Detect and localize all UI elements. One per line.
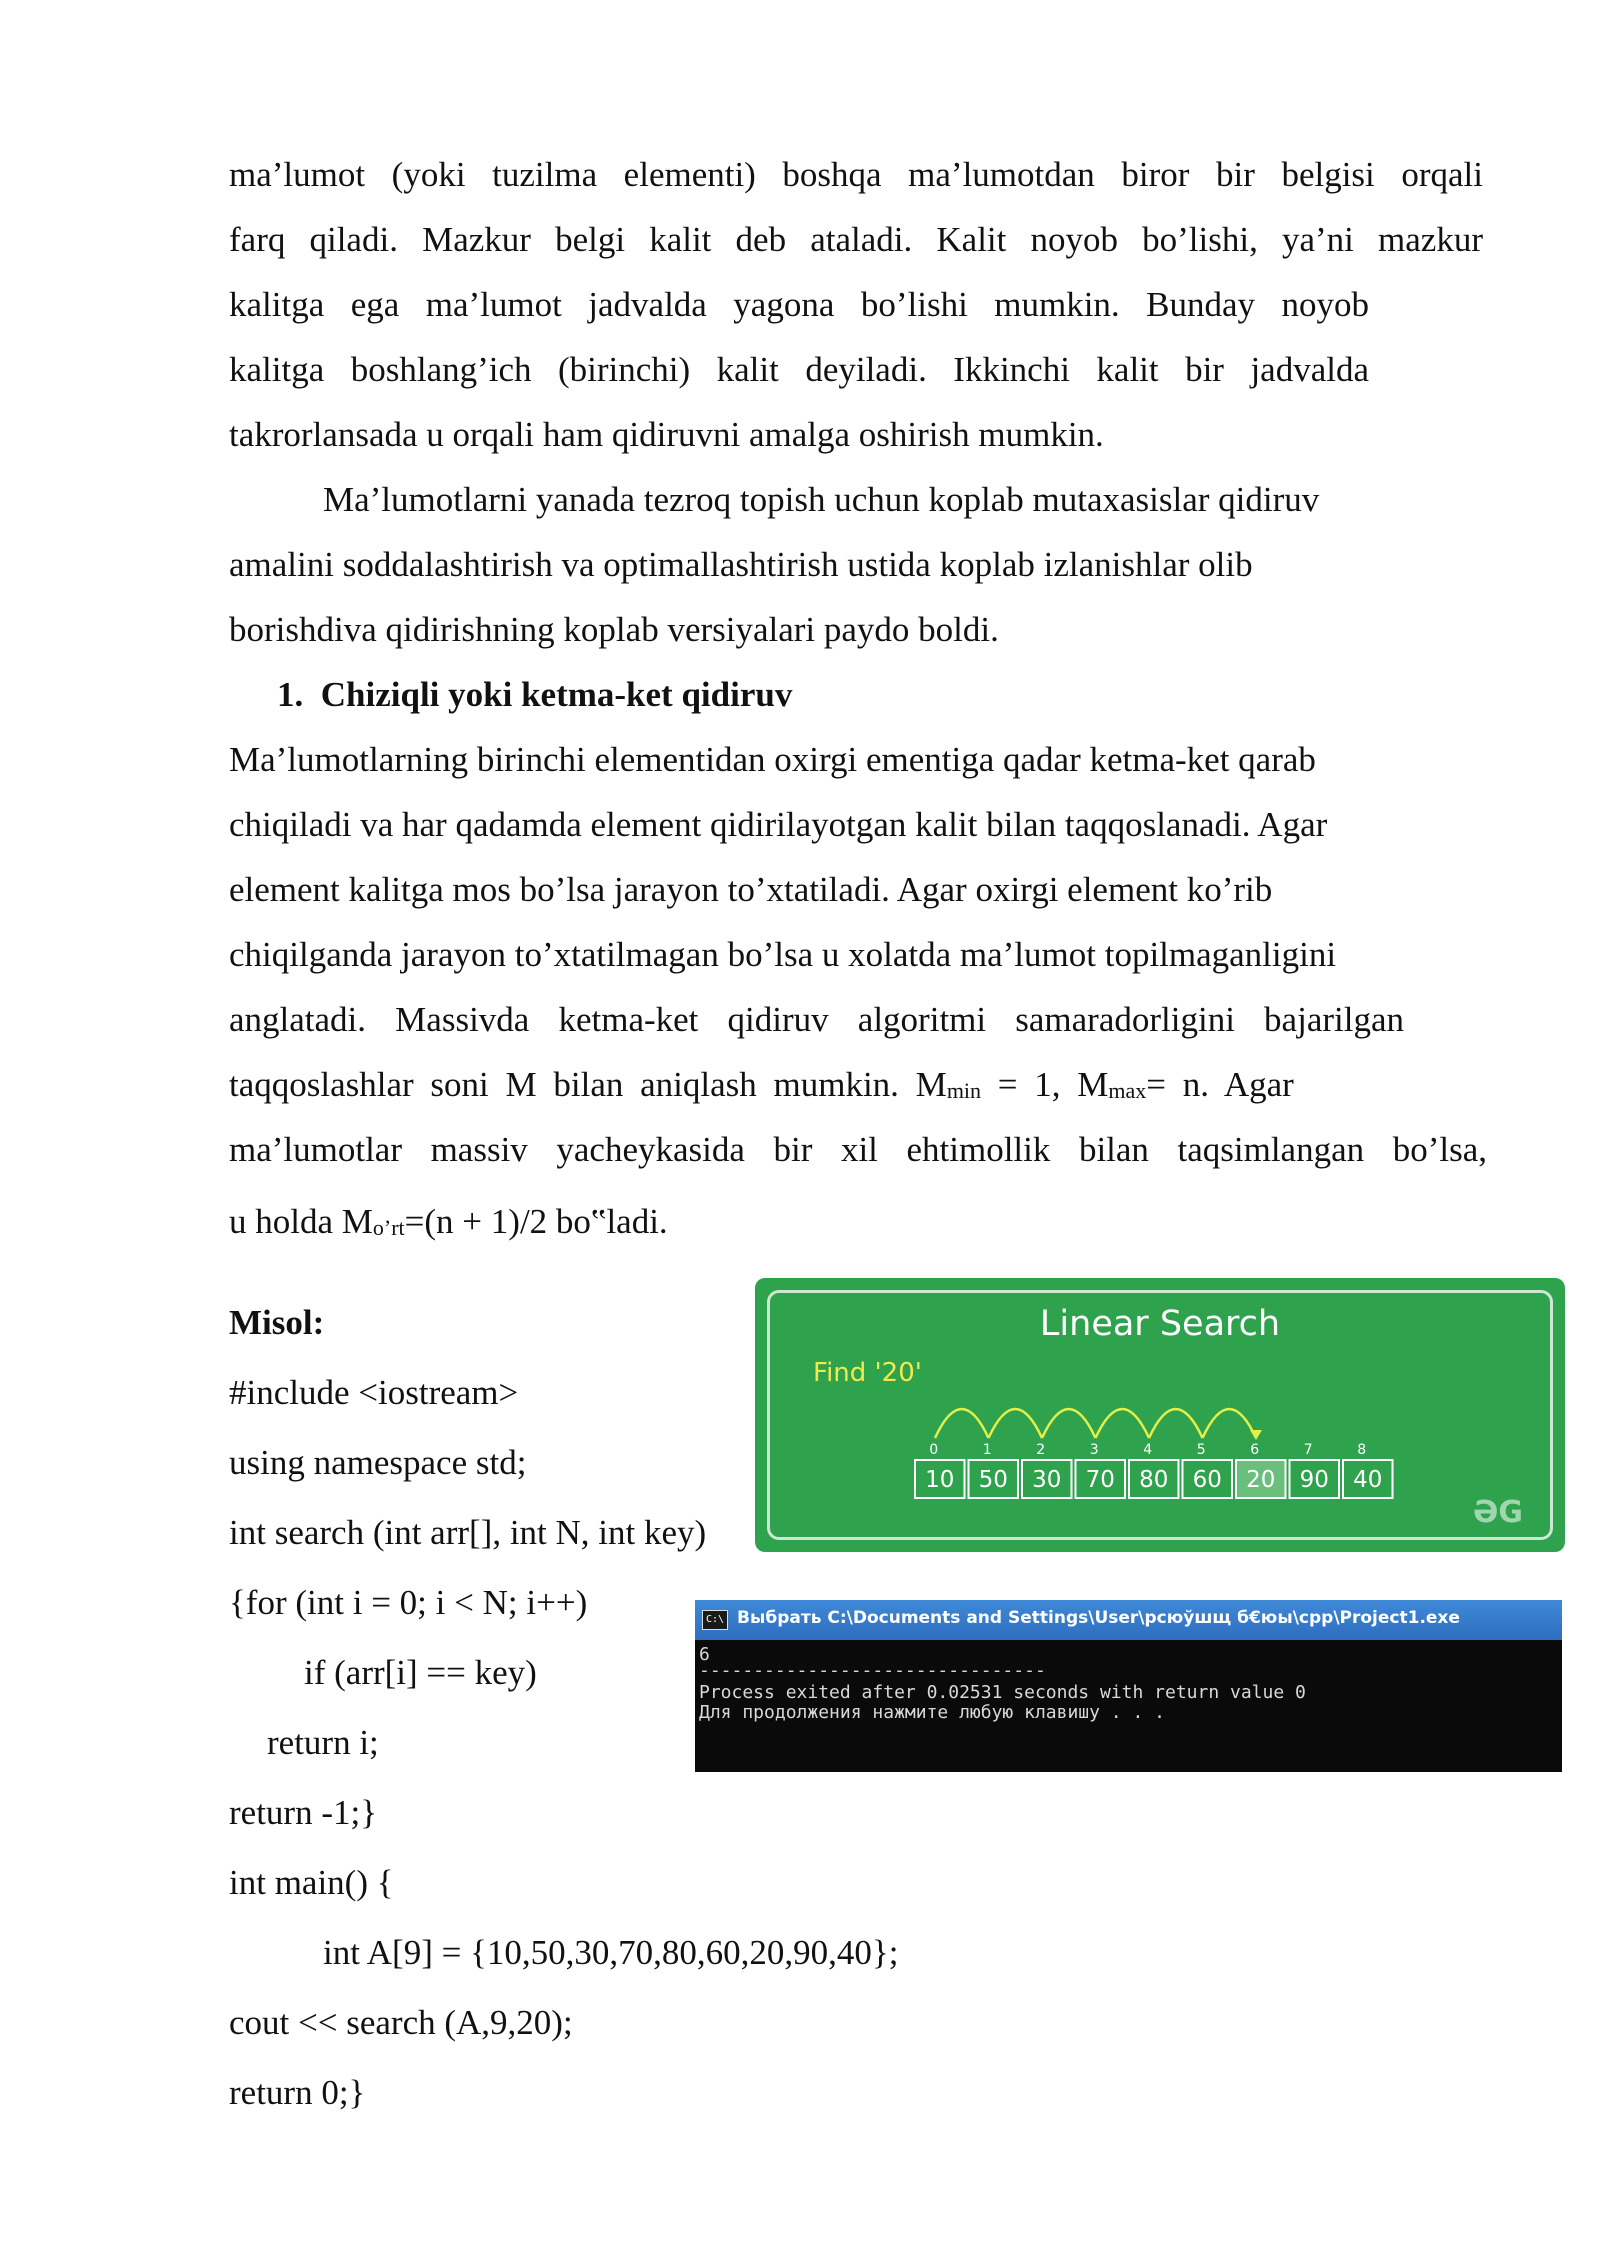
array-value: 60 (1192, 1467, 1222, 1493)
sub-max: max (1108, 1078, 1147, 1103)
array-index: 1 (982, 1442, 992, 1458)
code-line-2: using namespace std; (229, 1443, 527, 1482)
code-line-3: int search (int arr[], int N, int key) (229, 1513, 707, 1552)
code-line-8: int main() { (229, 1863, 394, 1902)
gfg-logo: ƏG (1472, 1495, 1523, 1530)
figure-array-diagram (755, 1278, 1565, 1552)
avg-text-1: u holda M (229, 1202, 373, 1241)
avg-line (229, 1202, 668, 1246)
formula-text-2: = 1, M (981, 1065, 1109, 1104)
code-line-9: int A[9] = {10,50,30,70,80,60,20,90,40}; (323, 1933, 899, 1972)
para3-line-5: anglatadi. Massivda ketma-ket qidiruv algoritmi samaradorligini bajarilgan (229, 1000, 1404, 1039)
search-step-arc (935, 1409, 989, 1438)
code-line-5: if (arr[i] == key) (304, 1653, 537, 1692)
formula-line (229, 1065, 1294, 1109)
para3-line-3: element kalitga mos bo’lsa jarayon to’xtatiladi. Agar oxirgi element ko’rib (229, 870, 1273, 909)
para3-line-2: chiqiladi va har qadamda element qidirilayotgan kalit bilan taqqoslanadi. Agar (229, 805, 1328, 844)
code-line-4: {for (int i = 0; i < N; i++) (229, 1583, 588, 1622)
para3-line-7: ma’lumotlar massiv yacheykasida bir xil ehtimollik bilan taqsimlangan bo’lsa, (229, 1130, 1487, 1169)
sub-min: min (946, 1078, 982, 1103)
linear-search-figure (755, 1278, 1565, 1552)
console-output-line: Для продолжения нажмите любую клавишу . . . (699, 1702, 1165, 1723)
array-value: 20 (1246, 1467, 1276, 1493)
figure-find-label: Find '20' (813, 1358, 922, 1388)
code-line-11: return 0;} (229, 2073, 366, 2112)
console-output-line: Process exited after 0.02531 seconds with return value 0 (699, 1682, 1306, 1703)
array-index: 3 (1089, 1442, 1099, 1458)
array-index: 5 (1196, 1442, 1206, 1458)
para2-line-2: amalini soddalashtirish va optimallashtirish ustida koplab izlanishlar olib (229, 545, 1253, 584)
search-step-arc (989, 1409, 1043, 1438)
array-value: 90 (1299, 1467, 1329, 1493)
search-step-arc (1149, 1409, 1203, 1438)
console-window (695, 1600, 1562, 1772)
array-index: 2 (1036, 1442, 1046, 1458)
para2-line-1: Ma’lumotlarni yanada tezroq topish uchun koplab mutaxasislar qidiruv (323, 480, 1320, 519)
array-value: 70 (1085, 1467, 1115, 1493)
search-step-arc (1203, 1409, 1257, 1438)
code-line-10: cout << search (A,9,20); (229, 2003, 573, 2042)
console-titlebar[interactable] (695, 1600, 1562, 1640)
code-line-6: return i; (267, 1723, 379, 1762)
array-index: 0 (929, 1442, 939, 1458)
array-value: 50 (978, 1467, 1008, 1493)
heading-text: Chiziqli yoki ketma-ket qidiruv (320, 675, 793, 714)
heading-number: 1. (277, 675, 304, 714)
para1-line-5: takrorlansada u orqali ham qidiruvni amalga oshirish mumkin. (229, 415, 1104, 454)
avg-text-2: =(n + 1)/2 bo‟ladi. (404, 1202, 668, 1241)
para1-line-3: kalitga ega ma’lumot jadvalda yagona bo’lishi mumkin. Bunday noyob (229, 285, 1369, 324)
array-value: 40 (1353, 1467, 1383, 1493)
array-index: 6 (1250, 1442, 1260, 1458)
para2-line-3: borishdiva qidirishning koplab versiyalari paydo boldi. (229, 610, 999, 649)
para1-line-1: ma’lumot (yoki tuzilma elementi) boshqa ma’lumotdan biror bir belgisi orqali (229, 155, 1483, 194)
para1-line-2: farq qiladi. Mazkur belgi kalit deb ataladi. Kalit noyob bo’lishi, ya’ni mazkur (229, 220, 1483, 259)
array-value: 10 (925, 1467, 955, 1493)
arrow-head-icon (1250, 1430, 1262, 1440)
console-title: Выбрать C:\Documents and Settings\User\рсюўшщ б€юы\cpp\Project1.exe (737, 1608, 1460, 1628)
array-index: 8 (1357, 1442, 1367, 1458)
formula-text-1: taqqoslashlar soni M bilan aniqlash mumkin. M (229, 1065, 947, 1104)
code-line-1: #include <iostream> (229, 1373, 519, 1412)
sub-avg: o’rt (372, 1215, 405, 1240)
para1-line-4: kalitga boshlang’ich (birinchi) kalit deyiladi. Ikkinchi kalit bir jadvalda (229, 350, 1369, 389)
console-separator: -------------------------------- (699, 1660, 1046, 1681)
figure-title: Linear Search (1039, 1304, 1281, 1344)
array-value: 80 (1139, 1467, 1169, 1493)
array-value: 30 (1032, 1467, 1062, 1493)
para3-line-4: chiqilganda jarayon to’xtatilmagan bo’lsa u xolatda ma’lumot topilmaganligini (229, 935, 1337, 974)
section-heading (277, 675, 792, 715)
misol-label: Misol: (229, 1303, 325, 1342)
array-index: 7 (1303, 1442, 1313, 1458)
formula-text-3: = n. Agar (1146, 1065, 1294, 1104)
code-line-7: return -1;} (229, 1793, 377, 1832)
search-step-arc (1042, 1409, 1096, 1438)
para3-line-1: Ma’lumotlarning birinchi elementidan oxirgi ementiga qadar ketma-ket qarab (229, 740, 1316, 779)
console-app-icon: C:\ (702, 1610, 728, 1630)
array-index: 4 (1143, 1442, 1153, 1458)
console-output-line: 6 (699, 1644, 710, 1665)
search-step-arc (1096, 1409, 1150, 1438)
